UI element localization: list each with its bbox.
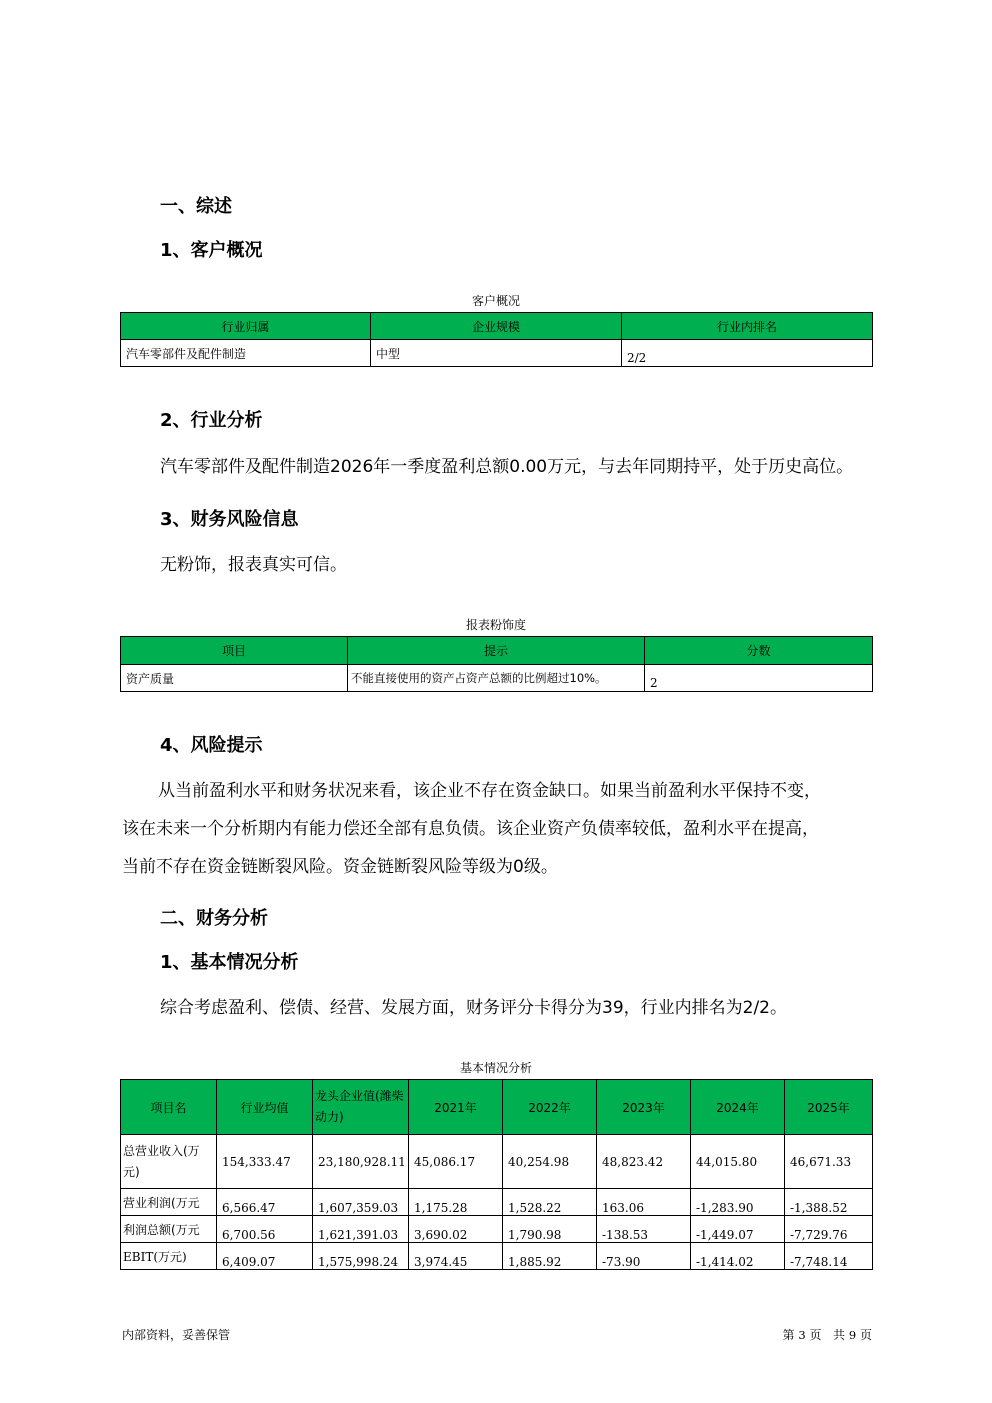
subsection-heading: 2、行业分析 — [160, 410, 263, 431]
table-cell: 45,086.17 — [409, 1135, 503, 1189]
table-cell: 163.06 — [597, 1189, 691, 1216]
table-cell: 1,790.98 — [503, 1216, 597, 1243]
page-total: 9 — [848, 1328, 857, 1342]
table-cell: 1,621,391.03 — [313, 1216, 409, 1243]
table-cell: 23,180,928.11 — [313, 1135, 409, 1189]
table-cell: 中型 — [371, 340, 622, 367]
page-number — [783, 1326, 872, 1343]
table-cell: 1,528.22 — [503, 1189, 597, 1216]
table-cell: 154,333.47 — [217, 1135, 313, 1189]
table-header-cell: 项目名 — [121, 1080, 217, 1135]
table-caption: 基本情况分析 — [459, 1061, 532, 1075]
table-cell: 6,566.47 — [217, 1189, 313, 1216]
table-cell: 1,607,359.03 — [313, 1189, 409, 1216]
table-cell: 3,690.02 — [409, 1216, 503, 1243]
table-header-cell: 龙头企业值(潍柴动力) — [313, 1080, 409, 1135]
table-header-cell: 2024年 — [691, 1080, 785, 1135]
table-header-cell: 行业均值 — [217, 1080, 313, 1135]
table-cell: 营业利润(万元 — [121, 1189, 217, 1216]
table-cell: 利润总额(万元 — [121, 1216, 217, 1243]
table-header-cell: 行业归属 — [121, 313, 371, 340]
table-header-cell: 企业规模 — [371, 313, 622, 340]
table-row — [121, 1243, 873, 1270]
table-cell: 总营业收入(万元) — [121, 1135, 217, 1189]
table-cell: 40,254.98 — [503, 1135, 597, 1189]
table-row — [121, 665, 873, 692]
table-row — [121, 1189, 873, 1216]
table-cell: -138.53 — [597, 1216, 691, 1243]
table-cell: 44,015.80 — [691, 1135, 785, 1189]
table-cell: 资产质量 — [121, 665, 348, 692]
table-header-cell: 项目 — [121, 637, 348, 665]
table-cell: 不能直接使用的资产占资产总额的比例超过10%。 — [348, 665, 645, 692]
table-header-cell: 2025年 — [785, 1080, 873, 1135]
footer-note: 内部资料，妥善保管 — [122, 1328, 231, 1342]
table-row — [121, 1135, 873, 1189]
table-cell: 1,175.28 — [409, 1189, 503, 1216]
table-header-cell: 行业内排名 — [622, 313, 873, 340]
customer-overview-table — [120, 312, 873, 367]
table-cell: -7,729.76 — [785, 1216, 873, 1243]
table-cell: -1,283.90 — [691, 1189, 785, 1216]
paragraph-line: 该在未来一个分析期内有能力偿还全部有息负债。该企业资产负债率较低，盈利水平在提高， — [122, 819, 819, 839]
paragraph: 汽车零部件及配件制造2026年一季度盈利总额0.00万元，与去年同期持平，处于历史高位。 — [160, 457, 854, 477]
page-label-prefix: 第 — [782, 1328, 795, 1342]
table-cell: 6,409.07 — [217, 1243, 313, 1270]
table-cell: 6,700.56 — [217, 1216, 313, 1243]
paragraph-line: 从当前盈利水平和财务状况来看，该企业不存在资金缺口。如果当前盈利水平保持不变， — [158, 781, 821, 801]
table-cell: 48,823.42 — [597, 1135, 691, 1189]
table-header-row — [121, 313, 873, 340]
table-row — [121, 1216, 873, 1243]
table-caption: 客户概况 — [471, 294, 520, 308]
table-cell: -7,748.14 — [785, 1243, 873, 1270]
subsection-heading: 1、客户概况 — [160, 240, 263, 261]
total-label-suffix: 页 — [859, 1328, 872, 1342]
table-header-cell: 2021年 — [409, 1080, 503, 1135]
basic-analysis-table — [120, 1079, 873, 1270]
table-cell: 46,671.33 — [785, 1135, 873, 1189]
table-cell: -1,388.52 — [785, 1189, 873, 1216]
page-label-mid: 页 — [809, 1328, 822, 1342]
table-cell: 1,575,998.24 — [313, 1243, 409, 1270]
table-header-row — [121, 1080, 873, 1135]
paragraph: 无粉饰，报表真实可信。 — [160, 555, 347, 575]
page-current: 3 — [798, 1328, 806, 1342]
table-cell: 3,974.45 — [409, 1243, 503, 1270]
section-heading: 二、财务分析 — [160, 908, 268, 929]
table-row — [121, 340, 873, 367]
subsection-heading: 3、财务风险信息 — [160, 509, 299, 530]
table-cell: -1,449.07 — [691, 1216, 785, 1243]
table-cell: 1,885.92 — [503, 1243, 597, 1270]
paragraph-line: 当前不存在资金链断裂风险。资金链断裂风险等级为0级。 — [122, 857, 558, 877]
table-header-cell: 提示 — [348, 637, 645, 665]
table-cell: 2 — [645, 665, 873, 692]
table-header-cell: 分数 — [645, 637, 873, 665]
total-label-prefix: 共 — [832, 1328, 845, 1342]
table-cell: -73.90 — [597, 1243, 691, 1270]
table-cell: EBIT(万元) — [121, 1243, 217, 1270]
statement-embellishment-table — [120, 636, 873, 692]
section-heading: 一、综述 — [160, 196, 232, 217]
table-header-row — [121, 637, 873, 665]
table-cell: 汽车零部件及配件制造 — [121, 340, 371, 367]
table-caption: 报表粉饰度 — [465, 618, 526, 632]
paragraph: 综合考虑盈利、偿债、经营、发展方面，财务评分卡得分为39，行业内排名为2/2。 — [160, 998, 787, 1018]
table-cell: 2/2 — [622, 340, 873, 367]
table-cell: -1,414.02 — [691, 1243, 785, 1270]
subsection-heading: 4、风险提示 — [160, 735, 263, 756]
table-header-cell: 2022年 — [503, 1080, 597, 1135]
table-header-cell: 2023年 — [597, 1080, 691, 1135]
subsection-heading: 1、基本情况分析 — [160, 952, 299, 973]
